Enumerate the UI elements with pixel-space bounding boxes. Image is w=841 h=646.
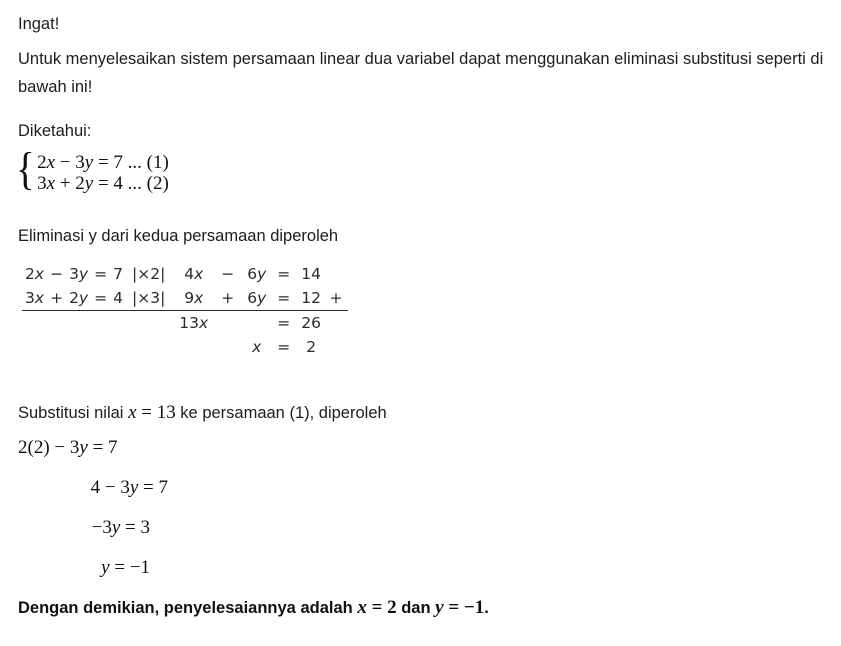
- conclusion-text-before: Dengan demikian, penyelesaiannya adalah: [18, 599, 358, 617]
- cell-r-sign-1: −: [221, 265, 235, 283]
- cell-l-rhs-1: 7: [113, 265, 123, 283]
- cell-l-sign-1: −: [50, 265, 64, 283]
- spacer: [211, 335, 244, 359]
- result-lhs-2: x: [252, 338, 262, 356]
- result-lhs-1: 13x: [179, 314, 209, 332]
- substitute-label-before: Substitusi nilai: [18, 404, 129, 422]
- result-rhs-2: 2: [306, 338, 317, 356]
- cell-r-rhs-2: 12: [298, 286, 324, 311]
- cell-l-sign-2: +: [47, 286, 66, 311]
- cell-l-eq-1: =: [94, 265, 108, 283]
- cell-r-term-1: 6y: [247, 265, 267, 283]
- spacer: [110, 311, 126, 336]
- page-heading: Ingat!: [18, 15, 60, 33]
- spacer: [211, 311, 244, 336]
- spacer: [66, 335, 91, 359]
- spacer: [244, 311, 269, 336]
- spacer: [126, 311, 171, 336]
- spacer: [22, 335, 47, 359]
- elimination-row-1: [22, 262, 348, 286]
- conclusion-math-x: x = 2: [357, 597, 397, 618]
- spacer: [324, 335, 348, 359]
- substitute-label-after: ke persamaan (1), diperoleh: [175, 404, 387, 422]
- substitution-step-4: y = −1: [101, 557, 150, 578]
- cell-multiplier-1: |×2|: [132, 265, 166, 283]
- curly-brace-icon: {: [16, 143, 35, 194]
- spacer: [126, 335, 171, 359]
- cell-r-coef-1: 4x: [184, 265, 204, 283]
- system-rows: [37, 152, 169, 194]
- cell-multiplier-2: |×3|: [126, 286, 171, 311]
- spacer: [91, 335, 110, 359]
- conclusion-text-after: .: [484, 599, 489, 617]
- cell-r-rhs-1: 14: [301, 265, 322, 283]
- spacer: [66, 311, 91, 336]
- given-label: Diketahui:: [18, 122, 92, 140]
- spacer: [22, 311, 47, 336]
- substitute-label: [18, 399, 387, 427]
- result-eq-2: =: [277, 338, 291, 356]
- elimination-result-row-2: [22, 335, 348, 359]
- spacer: [324, 311, 348, 336]
- cell-r-eq-2: =: [269, 286, 298, 311]
- cell-l-coef-1: 2x: [25, 265, 45, 283]
- cell-l-rhs-2: 4: [110, 286, 126, 311]
- spacer: [47, 311, 66, 336]
- eliminate-label: Eliminasi y dari kedua persamaan diperoleh: [18, 227, 339, 245]
- substitution-step-3: −3y = 3: [91, 517, 150, 538]
- spacer: [91, 311, 110, 336]
- result-eq-1: =: [277, 314, 291, 332]
- conclusion-text-middle: dan: [396, 599, 436, 617]
- elimination-table: [22, 262, 348, 359]
- cell-r-sign-2: +: [211, 286, 244, 311]
- cell-r-coef-2: 9x: [171, 286, 211, 311]
- cell-l-eq-2: =: [91, 286, 110, 311]
- spacer: [110, 335, 126, 359]
- system-of-equations: [16, 143, 169, 194]
- spacer: [47, 335, 66, 359]
- cell-l-coef-2: 3x: [22, 286, 47, 311]
- intro-paragraph: Untuk menyelesaikan sistem persamaan linear dua variabel dapat menggunakan eliminasi substitusi seperti di bawah ini!: [18, 50, 824, 96]
- cell-r-term-2: 6y: [244, 286, 269, 311]
- system-equation-1: 2x − 3y = 7 ... (1): [37, 152, 169, 173]
- conclusion-math-y: y = −1: [435, 597, 485, 618]
- substitute-label-math: x = 13: [128, 402, 176, 423]
- result-rhs-1: 26: [301, 314, 322, 332]
- spacer: [171, 335, 211, 359]
- cell-l-term-1: 3y: [69, 265, 89, 283]
- substitution-step-2: 4 − 3y = 7: [90, 477, 168, 498]
- cell-l-term-2: 2y: [66, 286, 91, 311]
- cell-trailing-1: [324, 262, 348, 286]
- conclusion-line: [18, 597, 489, 619]
- elimination-result-row-1: [22, 311, 348, 336]
- cell-r-eq-1: =: [277, 265, 291, 283]
- substitution-step-1: 2(2) − 3y = 7: [18, 437, 118, 458]
- system-equation-2: 3x + 2y = 4 ... (2): [37, 173, 169, 194]
- cell-trailing-2: +: [324, 286, 348, 311]
- elimination-row-2: [22, 286, 348, 311]
